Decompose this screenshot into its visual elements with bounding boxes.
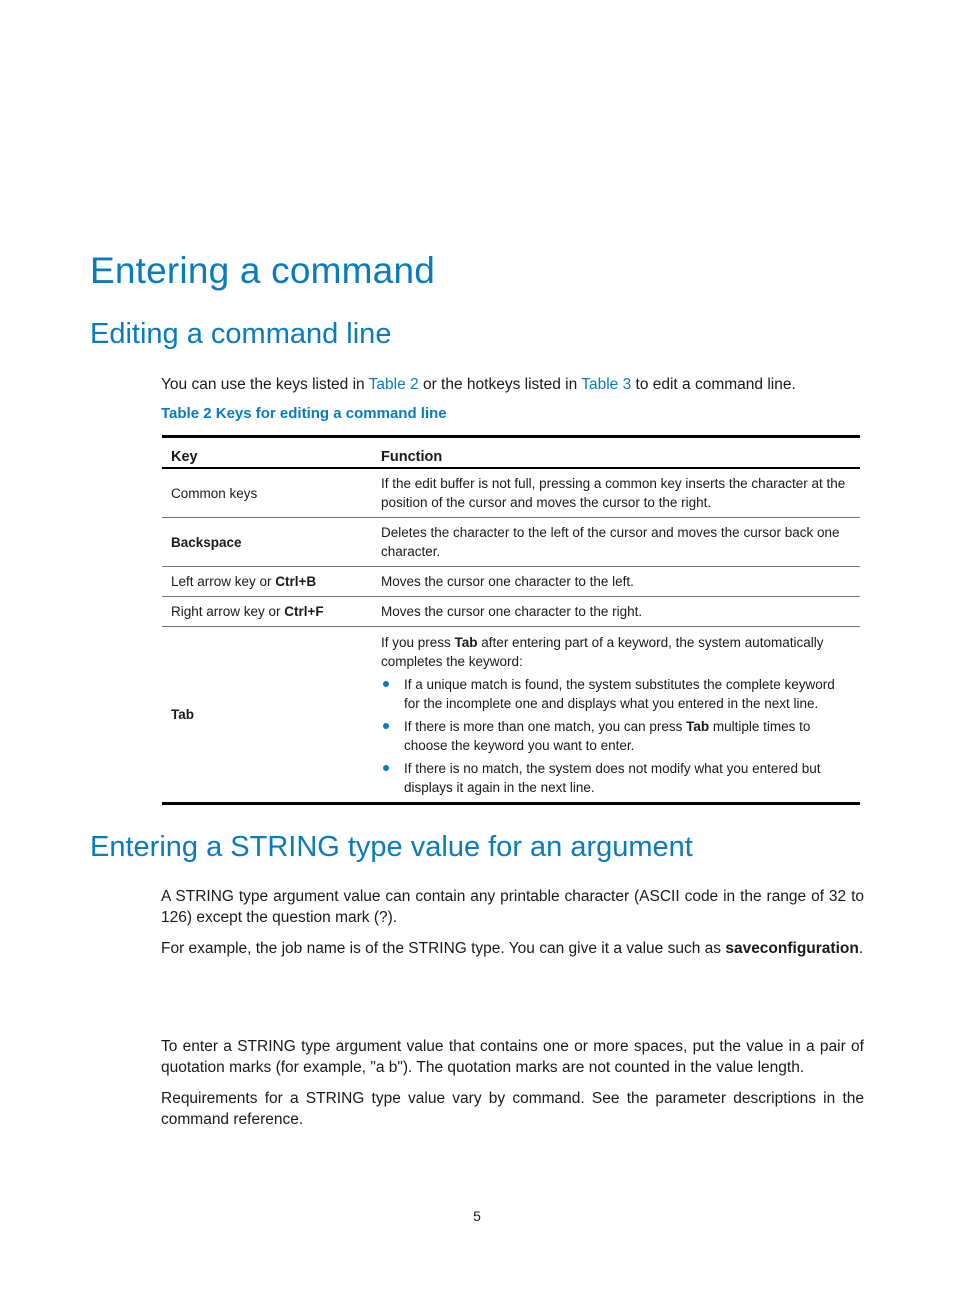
key-cell: Tab [162, 627, 372, 804]
function-cell [372, 627, 860, 804]
bullet-icon [383, 765, 389, 771]
bullet-icon [383, 681, 389, 687]
tab-key-label: Tab [454, 635, 478, 650]
string-paragraph-4: Requirements for a STRING type value vary by command. See the parameter descriptions in the command reference. [161, 1090, 864, 1128]
string-paragraph-1: A STRING type argument value can contain any printable character (ASCII code in the range of 32 to 126) except the question mark (?). [161, 888, 864, 926]
section-title-string: Entering a STRING type value for an argument [90, 831, 693, 863]
list-item [381, 675, 851, 713]
function-cell: Moves the cursor one character to the right. [372, 597, 860, 627]
table-2-link[interactable]: Table 2 [368, 376, 419, 393]
paragraph-text: For example, the job name is of the STRING type. You can give it a value such as [161, 940, 726, 957]
string-paragraph-3: To enter a STRING type argument value that contains one or more spaces, put the value in a pair of quotation marks (for example, "a b"). The quotation marks are not counted in the value length. [161, 1038, 864, 1076]
intro-text-3: to edit a command line. [631, 376, 796, 393]
key-text: Left arrow key or [171, 574, 276, 589]
function-text-part: after entering part of a keyword, the system automatically completes the keyword: [381, 635, 824, 669]
column-header-function: Function [372, 437, 860, 469]
table-header-row [162, 437, 860, 469]
page-title: Entering a command [90, 250, 436, 291]
paragraph-text: . [858, 940, 864, 957]
page-number: 5 [473, 1208, 481, 1224]
intro-text-1: You can use the keys listed in [161, 376, 369, 393]
function-cell: Deletes the character to the left of the cursor and moves the cursor back one character. [372, 518, 860, 567]
example-value: saveconfiguration [725, 940, 859, 957]
table-row [162, 567, 860, 597]
table-caption: Table 2 Keys for editing a command line [161, 405, 447, 422]
keys-table [162, 435, 860, 805]
table-3-link[interactable]: Table 3 [581, 376, 632, 393]
intro-text-2: or the hotkeys listed in [418, 376, 582, 393]
key-cell: Backspace [162, 518, 372, 567]
list-item-text: If there is no match, the system does not modify what you entered but displays it again in the next line. [404, 761, 821, 795]
table-row [162, 518, 860, 567]
bullet-list [381, 675, 851, 797]
intro-paragraph [161, 374, 864, 395]
key-shortcut: Ctrl+F [284, 604, 324, 619]
list-item-text: If there is more than one match, you can press [404, 719, 687, 734]
key-text: Right arrow key or [171, 604, 285, 619]
list-item-text: multiple times to choose the keyword you want to enter. [404, 719, 811, 753]
key-cell: Common keys [162, 468, 372, 518]
list-item [381, 717, 851, 755]
key-cell [162, 567, 372, 597]
key-cell [162, 597, 372, 627]
function-cell: If the edit buffer is not full, pressing a common key inserts the character at the position of the cursor and moves the cursor to the right. [372, 468, 860, 518]
function-text [381, 633, 851, 671]
list-item [381, 759, 851, 797]
column-header-key: Key [162, 437, 372, 469]
section-title-editing: Editing a command line [90, 318, 392, 350]
tab-key-label: Tab [686, 719, 710, 734]
list-item-text: If a unique match is found, the system substitutes the complete keyword for the incomplete one and displays what you entered in the next line. [404, 677, 835, 711]
table-row [162, 597, 860, 627]
table-row [162, 627, 860, 804]
function-cell: Moves the cursor one character to the left. [372, 567, 860, 597]
key-shortcut: Ctrl+B [275, 574, 317, 589]
string-paragraph-2 [161, 938, 864, 959]
function-text-part: If you press [381, 635, 455, 650]
table-row [162, 468, 860, 518]
bullet-icon [383, 723, 389, 729]
